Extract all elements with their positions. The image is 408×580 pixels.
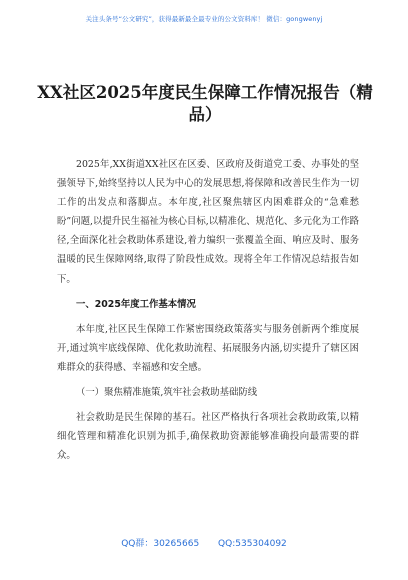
- section-paragraph: 本年度,社区民生保障工作紧密围绕政策落实与服务创新两个维度展开,通过筑牢底线保障、优化救助流程、拓展服务内涵,切实提升了辖区困难群众的获得感、幸福感和安全感。: [57, 323, 359, 373]
- section-heading: 一、2025年度工作基本情况: [76, 298, 196, 310]
- subsection-paragraph: 社会救助是民生保障的基石。社区严格执行各项社会救助政策,以精细化管理和精准化识别为抓手,确保救助资源能够准确投向最需要的群众。: [57, 412, 359, 462]
- qq-contact-link[interactable]: QQ:535304092: [218, 539, 287, 549]
- footer-contacts: [0, 536, 408, 549]
- promo-banner[interactable]: 关注头条号“公文研究”，获得最新最全最专业的公文资料库！ 微信：gongwenyj: [85, 15, 323, 23]
- document-title: XX社区2025年度民生保障工作情况报告（精品）: [37, 83, 373, 124]
- qq-group-link[interactable]: QQ群：30265665: [121, 539, 200, 549]
- document-body: [57, 155, 359, 465]
- subsection-heading: （一）聚焦精准施策,筑牢社会救助基础防线: [76, 387, 258, 399]
- intro-paragraph: 2025年,XX街道XX社区在区委、区政府及街道党工委、办事处的坚强领导下,始终坚持以人民为中心的发展思想,将保障和改善民生作为一切工作的出发点和落脚点。本年度,社区聚焦辖区内困难群众的“急难愁盼”问题,以提升民生福祉为核心目标,以精准化、规范化、多元化为工作路径,全面深化社会救助体系建设,着力编织一张覆盖全面、响应及时、服务温暖的民生保障网络,取得了阶段性成效。现将全年工作情况总结报告如下。: [57, 159, 359, 285]
